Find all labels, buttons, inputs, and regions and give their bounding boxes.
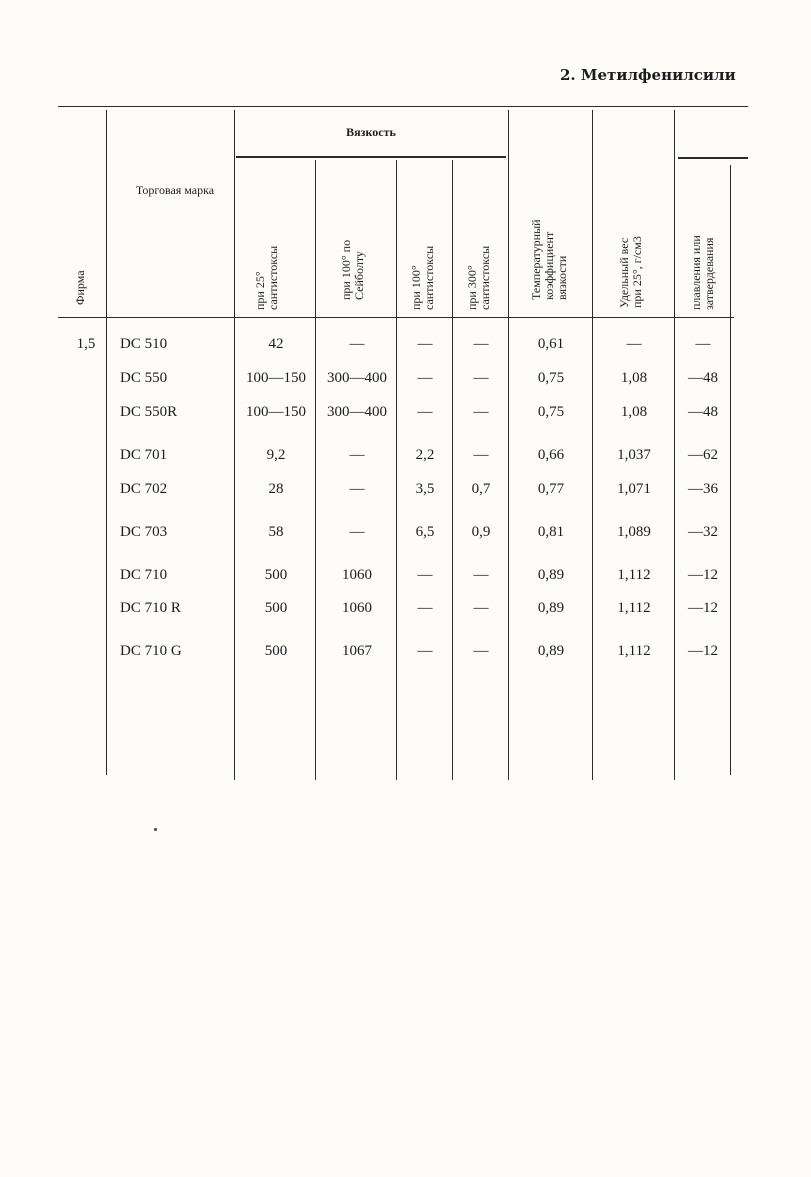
cell-melting: —48 (688, 370, 718, 386)
viscosity-rule (236, 156, 506, 158)
cell-visc-100: — (417, 336, 433, 352)
cell-visc-25: 100—150 (246, 370, 306, 386)
cell-visc-100: — (417, 600, 433, 616)
header-visc-100-saybolt-line2: Сейболту (352, 251, 366, 300)
cell-melting: —36 (688, 481, 718, 497)
cell-visc-300: — (473, 370, 489, 386)
cell-visc-25: 500 (264, 643, 288, 659)
header-visc-25 (254, 246, 280, 310)
header-visc-100-line2: сантистоксы (422, 245, 436, 310)
cell-visc-25: 42 (268, 336, 284, 352)
header-visc-25-line1: при 25° (253, 271, 267, 310)
header-visc-300-line2: сантистоксы (478, 245, 492, 310)
header-visc-300-line1: при 300° (465, 265, 479, 310)
header-melting-line2: затвердевания (702, 237, 716, 310)
cell-temp-coeff: 0,61 (537, 336, 565, 352)
cell-visc-100-saybolt: 300—400 (327, 404, 387, 420)
cell-brand: DC 710 (120, 567, 168, 583)
col-divider (234, 110, 235, 780)
cell-visc-300: — (473, 447, 489, 463)
cell-melting: —12 (688, 567, 718, 583)
cell-melting: —62 (688, 447, 718, 463)
cell-brand: DC 702 (120, 481, 168, 497)
cell-specific-gravity: 1,071 (617, 481, 651, 497)
cell-specific-gravity: 1,089 (617, 524, 651, 540)
header-visc-100-saybolt-line1: при 100° по (339, 239, 353, 300)
cell-visc-300: — (473, 404, 489, 420)
cell-melting: —12 (688, 643, 718, 659)
cell-visc-300: 0,9 (471, 524, 491, 540)
cell-melting: —12 (688, 600, 718, 616)
cell-brand: DC 710 R (120, 600, 181, 616)
header-visc-100 (410, 246, 436, 310)
col-divider (508, 110, 509, 780)
cell-visc-100-saybolt: 1060 (342, 567, 372, 583)
cell-specific-gravity: — (626, 336, 642, 352)
header-melting-line1: плавления или (689, 235, 703, 310)
cell-visc-100: — (417, 404, 433, 420)
cell-temp-coeff: 0,81 (537, 524, 565, 540)
cell-firm: 1,5 (76, 336, 96, 352)
cell-visc-25: 58 (268, 524, 284, 540)
cell-visc-100-saybolt: 300—400 (327, 370, 387, 386)
cell-temp-coeff: 0,89 (537, 567, 565, 583)
cell-visc-100-saybolt: 1060 (342, 600, 372, 616)
cell-visc-25: 28 (268, 481, 284, 497)
cell-visc-100-saybolt: 1067 (342, 643, 372, 659)
cell-visc-300: — (473, 567, 489, 583)
print-speck (154, 828, 157, 831)
cell-visc-100: — (417, 567, 433, 583)
cell-visc-300: 0,7 (471, 481, 491, 497)
cell-visc-100-saybolt: — (349, 481, 365, 497)
cell-visc-25: 500 (264, 600, 288, 616)
col-divider (674, 110, 675, 780)
cell-visc-25: 9,2 (266, 447, 286, 463)
header-visc-300 (466, 246, 492, 310)
cell-temp-coeff: 0,89 (537, 643, 565, 659)
cell-visc-100: 3,5 (415, 481, 435, 497)
melting-rule (678, 157, 748, 159)
cell-visc-300: — (473, 336, 489, 352)
header-firm (74, 270, 87, 305)
cell-specific-gravity: 1,112 (617, 567, 651, 583)
header-temp-coeff-line1: Температурный (529, 219, 543, 300)
cell-brand: DC 703 (120, 524, 168, 540)
header-temp-coeff (530, 219, 569, 300)
cell-brand: DC 710 G (120, 643, 182, 659)
header-specific-gravity-line2: при 25°, г/см3 (630, 236, 644, 308)
cell-visc-100-saybolt: — (349, 447, 365, 463)
header-temp-coeff-line2: коэффициент (542, 231, 556, 300)
cell-visc-100: — (417, 370, 433, 386)
header-visc-100-line1: при 100° (409, 265, 423, 310)
header-temp-coeff-line3: вязкости (555, 255, 569, 300)
cell-temp-coeff: 0,66 (537, 447, 565, 463)
cell-visc-100: 2,2 (415, 447, 435, 463)
cell-temp-coeff: 0,75 (537, 370, 565, 386)
cell-brand: DC 701 (120, 447, 168, 463)
header-brand-text: Торговая марка (135, 183, 215, 197)
header-specific-gravity (618, 236, 644, 308)
cell-visc-300: — (473, 600, 489, 616)
header-specific-gravity-line1: Удельный вес (617, 237, 631, 308)
cell-melting: —48 (688, 404, 718, 420)
cell-visc-25: 500 (264, 567, 288, 583)
cell-temp-coeff: 0,75 (537, 404, 565, 420)
col-divider (452, 160, 453, 780)
cell-melting: — (695, 336, 711, 352)
cell-visc-100-saybolt: — (349, 524, 365, 540)
col-divider (315, 160, 316, 780)
cell-temp-coeff: 0,77 (537, 481, 565, 497)
cell-visc-100-saybolt: — (349, 336, 365, 352)
cell-brand: DC 550 (120, 370, 168, 386)
col-divider (730, 165, 731, 775)
table-top-rule (58, 106, 748, 107)
header-melting (690, 235, 716, 310)
cell-visc-100: — (417, 643, 433, 659)
cell-visc-100: 6,5 (415, 524, 435, 540)
header-viscosity (236, 126, 506, 139)
cell-melting: —32 (688, 524, 718, 540)
col-divider (106, 110, 107, 775)
cell-temp-coeff: 0,89 (537, 600, 565, 616)
header-firm-text: Фирма (73, 270, 87, 305)
cell-visc-25: 100—150 (246, 404, 306, 420)
section-title: 2. Метилфенилсили (560, 66, 736, 84)
cell-visc-300: — (473, 643, 489, 659)
cell-brand: DC 510 (120, 336, 168, 352)
col-divider (396, 160, 397, 780)
cell-specific-gravity: 1,037 (617, 447, 651, 463)
header-brand (130, 184, 220, 197)
header-visc-25-line2: сантистоксы (266, 245, 280, 310)
col-divider (592, 110, 593, 780)
cell-specific-gravity: 1,08 (620, 370, 648, 386)
cell-specific-gravity: 1,112 (617, 600, 651, 616)
cell-brand: DC 550R (120, 404, 178, 420)
header-visc-100-saybolt (340, 240, 366, 300)
cell-specific-gravity: 1,112 (617, 643, 651, 659)
cell-specific-gravity: 1,08 (620, 404, 648, 420)
header-viscosity-text: Вязкость (346, 125, 396, 139)
